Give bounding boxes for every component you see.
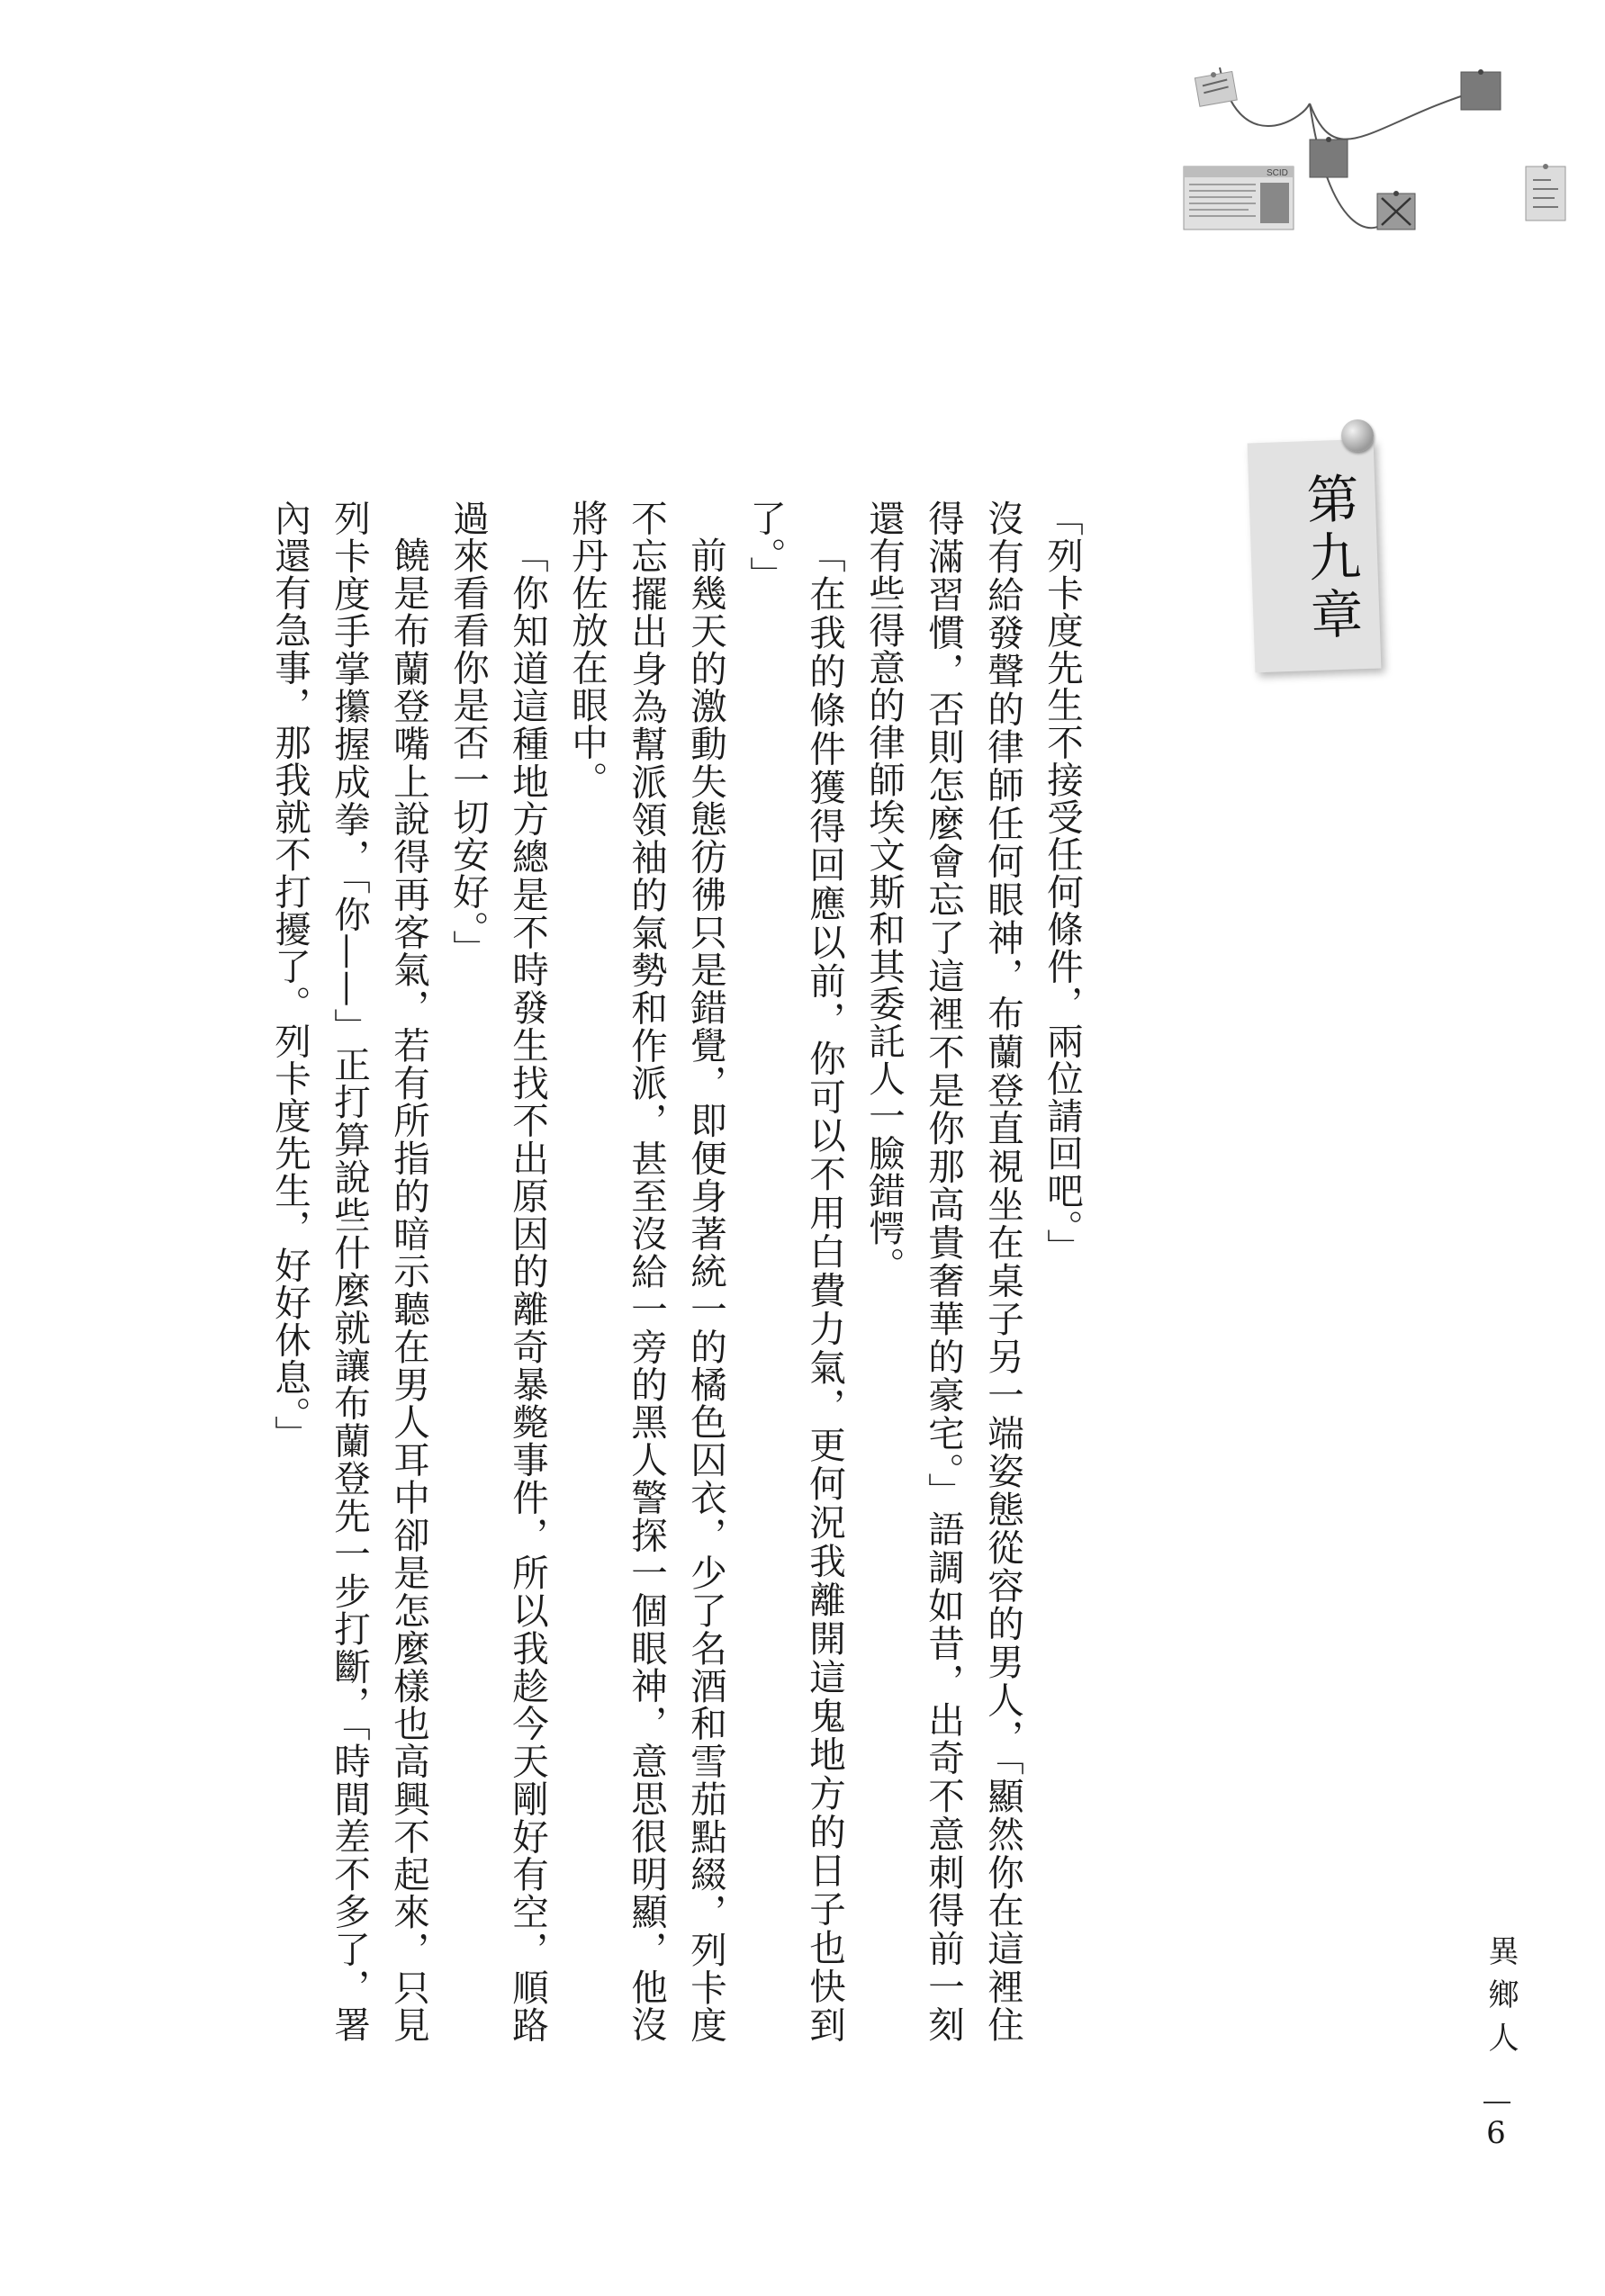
paragraph-1: 「列卡度先生不接受任何條件，兩位請回吧。」: [1041, 500, 1084, 1266]
body-text: [260, 500, 1092, 2043]
pushpin-icon: [1341, 419, 1374, 452]
pinned-notes-illustration: [1166, 50, 1580, 293]
running-head-title: 異鄉人: [1483, 1935, 1519, 2065]
paragraph-6: 饒是布蘭登嘴上說得再客氣，若有所指的暗示聽在男人耳中卻是怎麼樣也高興不起來，只見列卡度手掌攥握成拳，「你——」正打算說些什麼就讓布蘭登先一步打斷，「時間差不多了，署內還有急事，那我就不打擾了。列卡度先生，好好休息。」: [268, 500, 430, 2043]
page-number: 6: [1486, 2115, 1506, 2151]
paragraph-2: 沒有給發聲的律師任何眼神，布蘭登直視坐在桌子另一端姿態從容的男人，「顯然你在這裡住得滿習慣，否則怎麼會忘了這裡不是你那高貴奢華的豪宅。」語調如昔，出奇不意刺得前一刻還有些得意的律師埃文斯和其委託人一臉錯愕。: [862, 500, 1024, 2043]
paragraph-5: 「你知道這種地方總是不時發生找不出原因的離奇暴斃事件，所以我趁今天剛好有空，順路過來看看你是否一切安好。」: [446, 500, 549, 2043]
chapter-title: 第九章: [1296, 471, 1365, 646]
running-head-dash: [1483, 2102, 1510, 2103]
paragraph-3: 「在我的條件獲得回應以前，你可以不用白費力氣，更何況我離開這鬼地方的日子也快到了。」: [744, 500, 846, 2043]
scid-card-label: SCID: [1267, 168, 1288, 178]
paragraph-4: 前幾天的激動失態彷彿只是錯覺，即便身著統一的橘色囚衣，少了名酒和雪茄點綴，列卡度不忘擺出身為幫派領袖的氣勢和作派，甚至沒給一旁的黑人警探一個眼神，意思很明顯，他沒將丹佐放在眼中。: [565, 500, 727, 2043]
